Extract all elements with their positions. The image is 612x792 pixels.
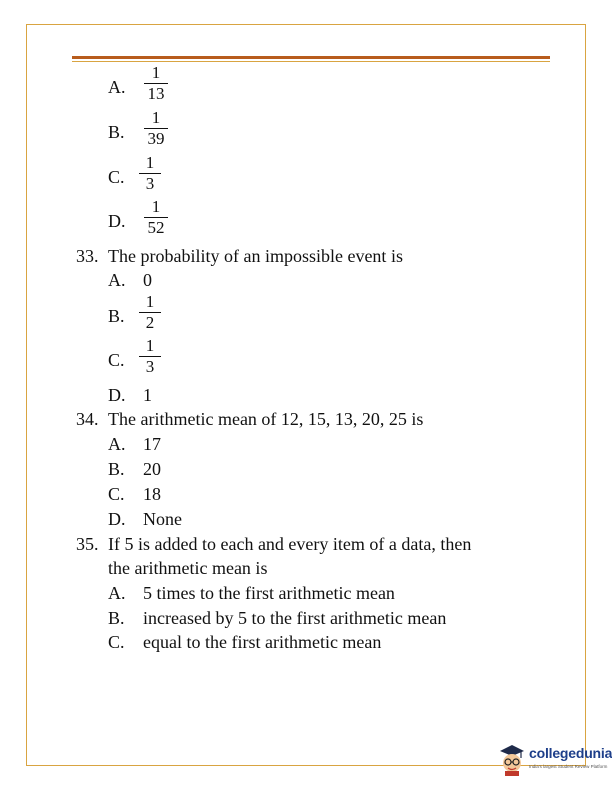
q32-option-d-letter: D.: [108, 211, 126, 231]
q35-option-b-text: increased by 5 to the first arithmetic mean: [143, 608, 447, 628]
mascot-icon: [496, 742, 528, 776]
q33-option-b-fraction: 1 2: [139, 293, 161, 332]
q34-option-b-letter: B.: [108, 459, 125, 479]
q34-option-b-text: 20: [143, 459, 161, 479]
q35-text-line2: the arithmetic mean is: [108, 558, 268, 578]
q35-number: 35.: [76, 534, 99, 554]
q34-option-d-text: None: [143, 509, 182, 529]
q34-option-c-letter: C.: [108, 484, 125, 504]
q32-option-a-fraction: 1 13: [144, 64, 168, 103]
q34-option-a-letter: A.: [108, 434, 126, 454]
q35-text-line1: If 5 is added to each and every item of a data, then: [108, 534, 472, 554]
logo-wordmark: collegedunia: [529, 745, 612, 761]
q32-option-c-letter: C.: [108, 167, 125, 187]
q34-text: The arithmetic mean of 12, 15, 13, 20, 25 is: [108, 409, 424, 429]
q32-option-a-letter: A.: [108, 77, 126, 97]
q33-option-d-text: 1: [143, 385, 152, 405]
q34-option-c-text: 18: [143, 484, 161, 504]
q34-option-a-text: 17: [143, 434, 161, 454]
logo-tagline: India's largest Student Review Platform: [529, 764, 608, 769]
q33-option-b-letter: B.: [108, 306, 125, 326]
q33-option-d-letter: D.: [108, 385, 126, 405]
q33-option-c-fraction: 1 3: [139, 337, 161, 376]
q32-option-b-fraction: 1 39: [144, 109, 168, 148]
q33-option-a-letter: A.: [108, 270, 126, 290]
q33-option-a-text: 0: [143, 270, 152, 290]
q34-number: 34.: [76, 409, 99, 429]
q35-option-a-letter: A.: [108, 583, 126, 603]
q33-number: 33.: [76, 246, 99, 266]
q32-option-c-fraction: 1 3: [139, 154, 161, 193]
q35-option-c-text: equal to the first arithmetic mean: [143, 632, 382, 652]
q35-option-b-letter: B.: [108, 608, 125, 628]
q35-option-c-letter: C.: [108, 632, 125, 652]
q34-option-d-letter: D.: [108, 509, 126, 529]
collegedunia-logo[interactable]: [496, 742, 612, 776]
q33-option-c-letter: C.: [108, 350, 125, 370]
q32-option-d-fraction: 1 52: [144, 198, 168, 237]
q35-option-a-text: 5 times to the first arithmetic mean: [143, 583, 395, 603]
q32-option-b-letter: B.: [108, 122, 125, 142]
q33-text: The probability of an impossible event is: [108, 246, 403, 266]
